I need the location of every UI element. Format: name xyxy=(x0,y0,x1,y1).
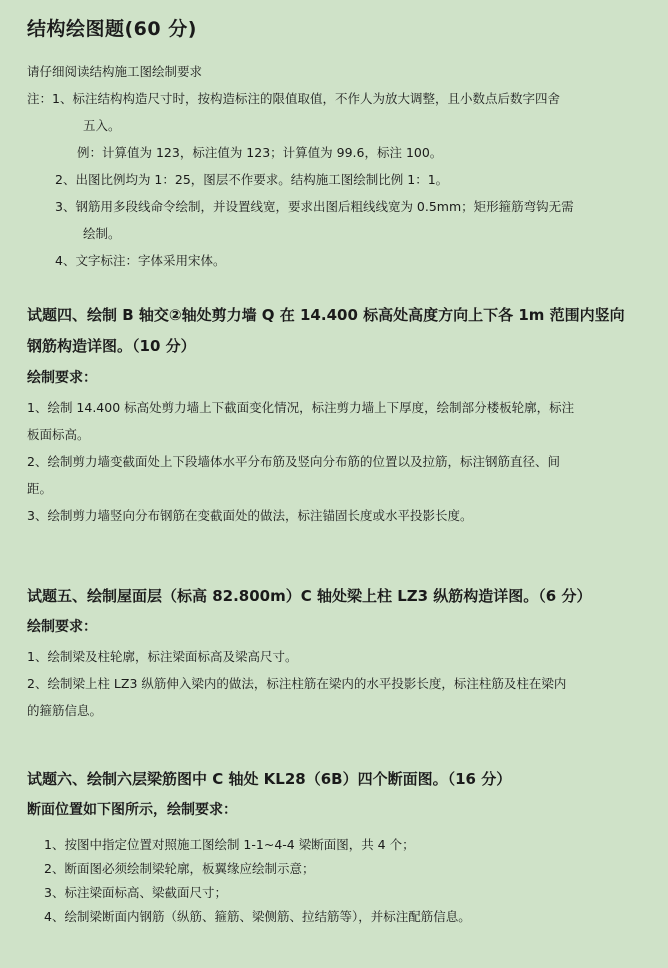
q4-req-3: 3、绘制剪力墙竖向分布钢筋在变截面处的做法，标注锚固长度或水平投影长度。 xyxy=(27,508,473,523)
q5-req-1: 1、绘制梁及柱轮廓，标注梁面标高及梁高尺寸。 xyxy=(27,649,298,664)
q6-req-heading: 断面位置如下图所示，绘制要求： xyxy=(27,802,237,818)
q5-req-2: 2、绘制梁上柱 LZ3 纵筋伸入梁内的做法，标注柱筋在梁内的水平投影长度，标注柱筋及柱在梁内 xyxy=(27,676,567,691)
q6-req-4: 4、绘制梁断面内钢筋（纵筋、箍筋、梁侧筋、拉结筋等），并标注配筋信息。 xyxy=(44,909,471,924)
q5-req-heading: 绘制要求： xyxy=(27,619,97,635)
note-1-cont: 五入。 xyxy=(83,118,121,133)
q6-title: 试题六、绘制六层梁筋图中 C 轴处 KL28（6B）四个断面图。（16 分） xyxy=(27,770,512,788)
intro-text: 请仔细阅读结构施工图绘制要求 xyxy=(27,64,203,79)
note-2: 2、出图比例均为 1：25，图层不作要求。结构施工图绘制比例 1：1。 xyxy=(55,172,449,187)
note-1: 注：1、标注结构构造尺寸时，按构造标注的限值取值，不作人为放大调整，且小数点后数字四舍 xyxy=(27,91,560,106)
q4-req-1-cont: 板面标高。 xyxy=(27,427,90,442)
q6-req-3: 3、标注梁面标高、梁截面尺寸； xyxy=(44,885,227,900)
q5-req-2-cont: 的箍筋信息。 xyxy=(27,703,103,718)
q4-req-2-cont: 距。 xyxy=(27,481,53,496)
q6-req-1: 1、按图中指定位置对照施工图绘制 1-1~4-4 梁断面图，共 4 个； xyxy=(44,837,415,852)
q6-req-2: 2、断面图必须绘制梁轮廓，板翼缘应绘制示意； xyxy=(44,861,315,876)
q4-req-2: 2、绘制剪力墙变截面处上下段墙体水平分布筋及竖向分布筋的位置以及拉筋，标注钢筋直径、间 xyxy=(27,454,560,469)
note-3: 3、钢筋用多段线命令绘制，并设置线宽，要求出图后粗线线宽为 0.5mm；矩形箍筋弯钩无需 xyxy=(55,199,574,214)
page-title: 结构绘图题(60 分) xyxy=(27,18,197,40)
q4-title-cont: 钢筋构造详图。（10 分） xyxy=(27,337,196,355)
note-4: 4、文字标注：字体采用宋体。 xyxy=(55,253,226,268)
note-3-cont: 绘制。 xyxy=(83,226,121,241)
q4-req-1: 1、绘制 14.400 标高处剪力墙上下截面变化情况，标注剪力墙上下厚度，绘制部分楼板轮廓，标注 xyxy=(27,400,575,415)
q5-title: 试题五、绘制屋面层（标高 82.800m）C 轴处梁上柱 LZ3 纵筋构造详图。（6 分） xyxy=(27,587,592,605)
q4-req-heading: 绘制要求： xyxy=(27,370,97,386)
note-1-example: 例：计算值为 123，标注值为 123；计算值为 99.6，标注 100。 xyxy=(77,145,443,160)
q4-title: 试题四、绘制 B 轴交②轴处剪力墙 Q 在 14.400 标高处高度方向上下各 1m 范围内竖向 xyxy=(27,306,625,324)
